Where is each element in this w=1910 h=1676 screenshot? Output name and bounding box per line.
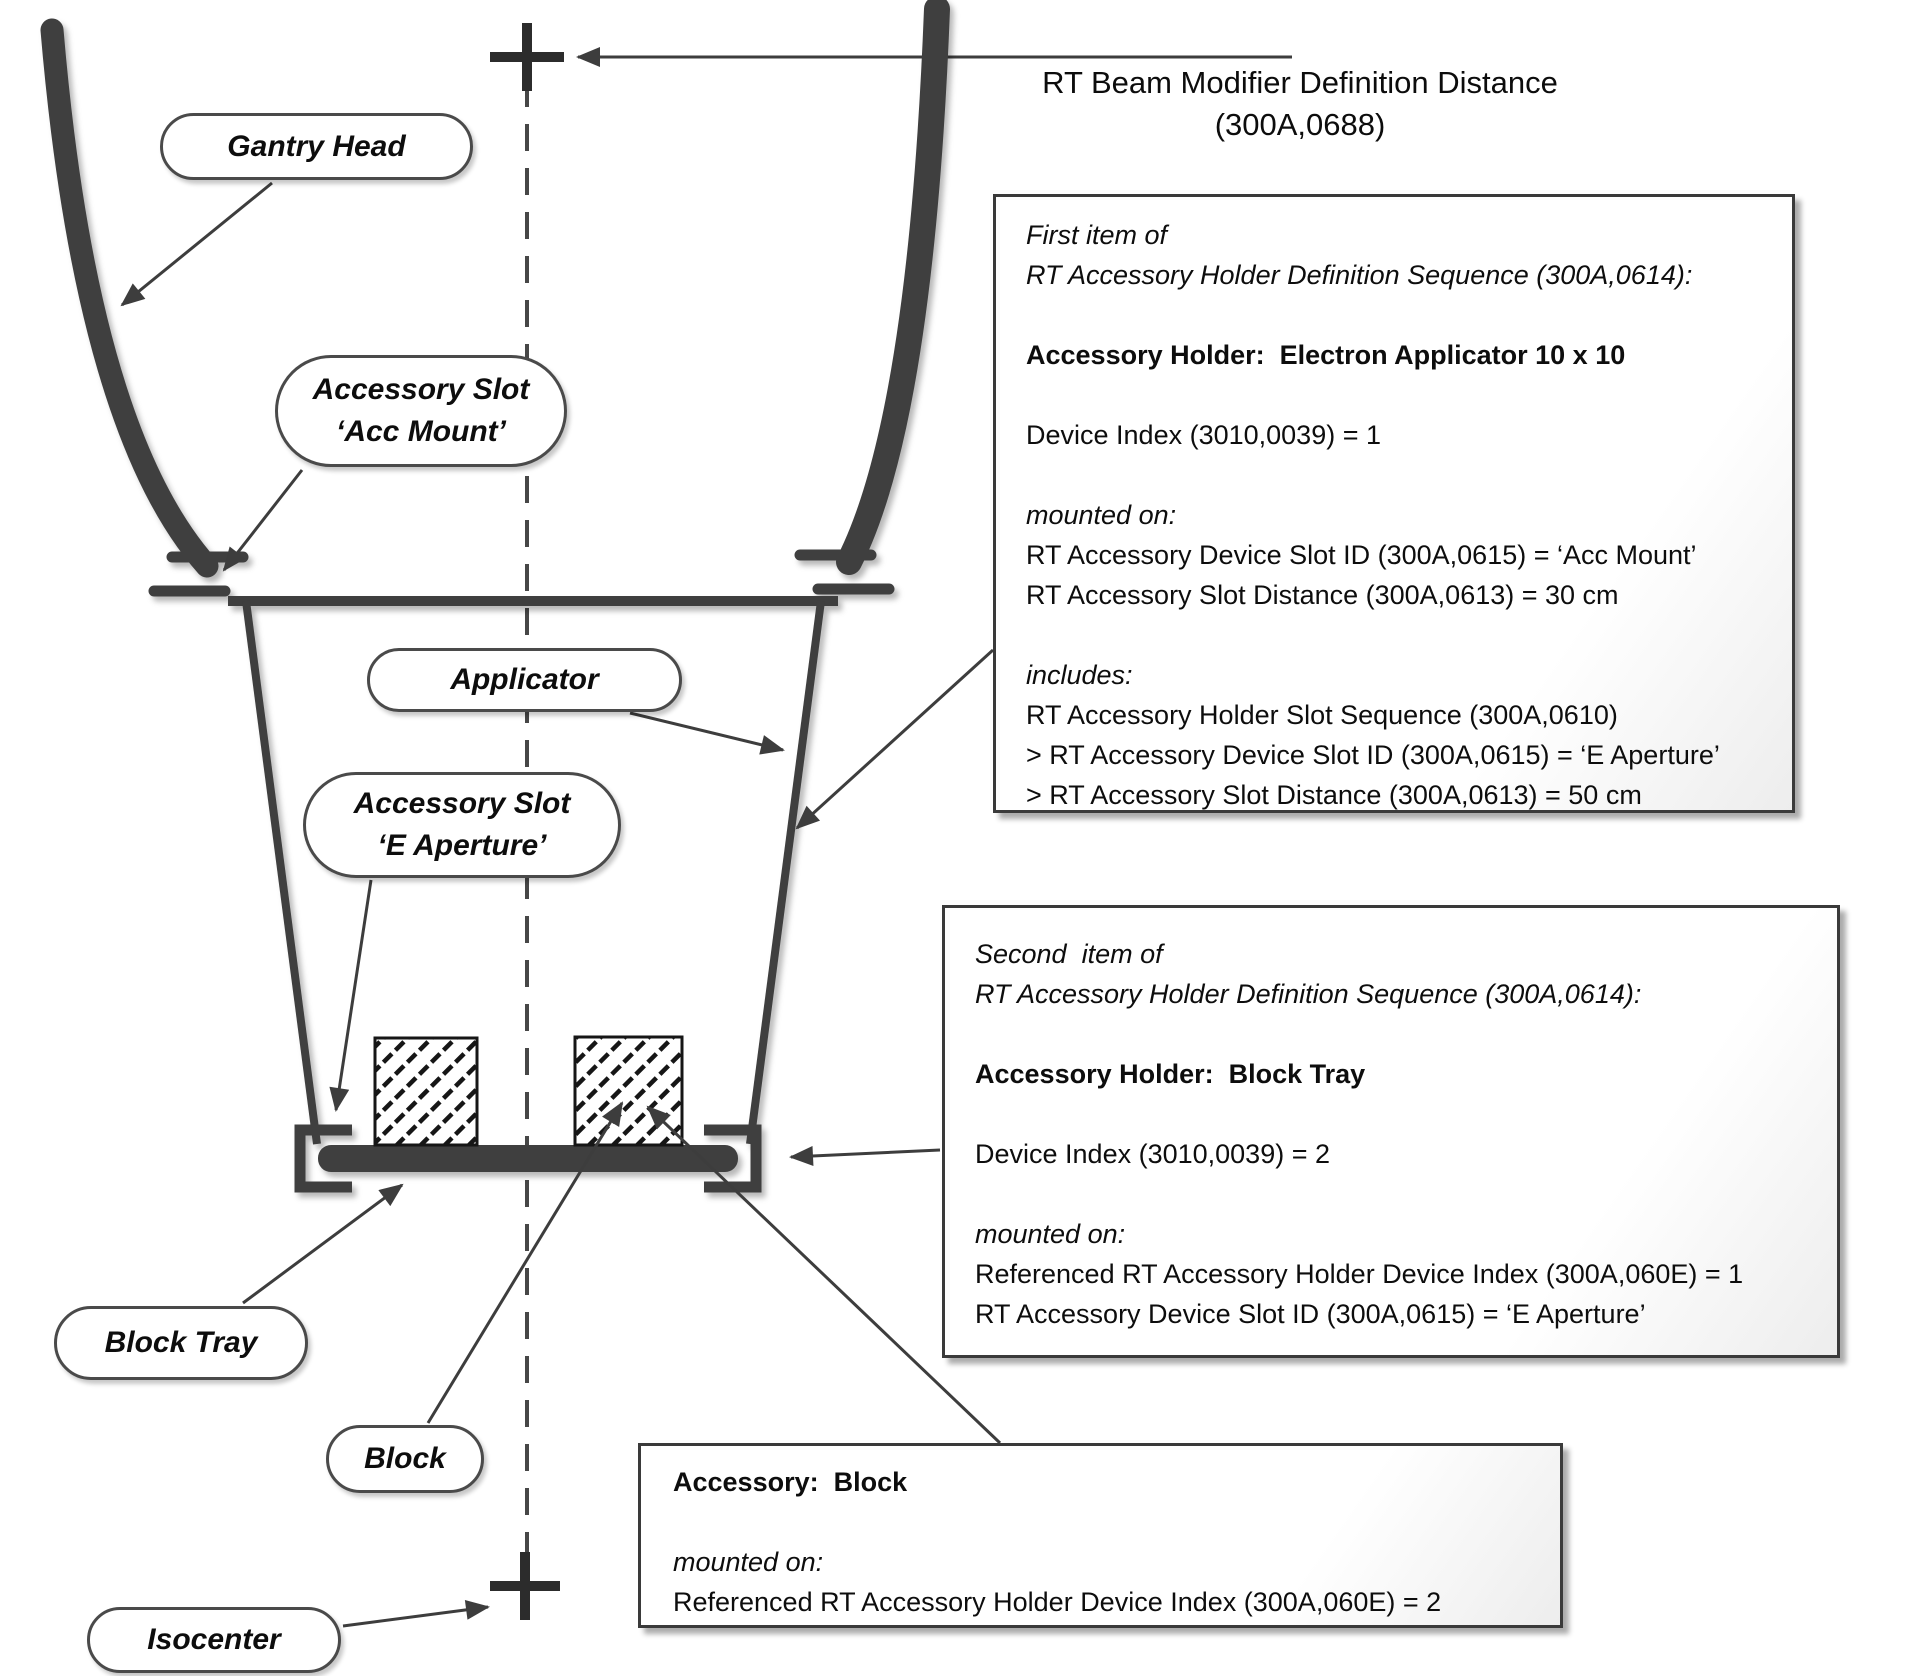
label-isocenter-text: Isocenter	[147, 1623, 281, 1656]
block-tray-bar	[318, 1145, 738, 1172]
box1-spacer-1	[1026, 295, 1792, 335]
box3-line-mounted-on: mounted on:	[673, 1547, 824, 1577]
label-block-tray-text: Block Tray	[104, 1326, 258, 1359]
box2-line-device-index: Device Index (3010,0039) = 2	[975, 1139, 1330, 1169]
box1-line-holder-slot-seq: RT Accessory Holder Slot Sequence (300A,0610)	[1026, 700, 1618, 730]
box1-line-sub-slot-id: > RT Accessory Device Slot ID (300A,0615) = ‘E Aperture’	[1026, 740, 1720, 770]
gantry-right-arc	[849, 9, 937, 562]
beam-definition-point-cross	[490, 23, 564, 91]
info-box-first-item	[993, 194, 1795, 813]
box1-line-sequence: RT Accessory Holder Definition Sequence (300A,0614):	[1026, 260, 1693, 290]
info-box-second-item	[942, 905, 1840, 1358]
block-left-hatched	[375, 1038, 477, 1145]
label-e-aperture-line2: ‘E Aperture’	[377, 829, 547, 862]
box2-line-referenced-index: Referenced RT Accessory Holder Device Index (300A,060E) = 1	[975, 1259, 1744, 1289]
box2-to-tray-arrow	[791, 1150, 940, 1157]
box2-spacer-1	[975, 1014, 1837, 1054]
box3-line-accessory-block: Accessory: Block	[673, 1467, 908, 1497]
label-block-tray	[54, 1306, 308, 1380]
box1-line-sub-slot-distance: > RT Accessory Slot Distance (300A,0613) = 50 cm	[1026, 780, 1642, 810]
distance-title-line1: RT Beam Modifier Definition Distance	[1042, 65, 1558, 100]
label-e-aperture-line1: Accessory Slot	[353, 787, 571, 820]
isocenter-cross	[490, 1552, 560, 1620]
box1-to-applicator-arrow	[797, 650, 993, 828]
acc-mount-arrow	[224, 470, 302, 570]
box1-spacer-2	[1026, 375, 1792, 415]
box1-line-first-item-of: First item of	[1026, 220, 1168, 250]
box2-line-second-item-of: Second item of	[975, 939, 1163, 969]
label-accessory-slot-e-aperture	[303, 772, 621, 878]
box1-spacer-4	[1026, 615, 1792, 655]
box2-spacer-3	[975, 1174, 1837, 1214]
label-gantry-head-text: Gantry Head	[227, 129, 406, 163]
box1-line-slot-id: RT Accessory Device Slot ID (300A,0615) = ‘Acc Mount’	[1026, 540, 1697, 570]
label-block-text: Block	[364, 1442, 446, 1475]
gantry-head-arrow	[122, 183, 272, 305]
label-applicator-text: Applicator	[450, 663, 599, 696]
applicator-arrow	[630, 713, 783, 750]
box3-spacer-1	[673, 1502, 1560, 1542]
box2-line-accessory-holder: Accessory Holder: Block Tray	[975, 1059, 1366, 1089]
label-applicator	[367, 648, 682, 712]
distance-title	[1005, 62, 1595, 146]
box2-line-slot-id: RT Accessory Device Slot ID (300A,0615) = ‘E Aperture’	[975, 1299, 1646, 1329]
box1-line-includes: includes:	[1026, 660, 1133, 690]
label-block	[326, 1425, 484, 1493]
distance-title-line2: (300A,0688)	[1214, 107, 1386, 142]
label-accessory-slot-acc-mount	[275, 355, 567, 467]
label-gantry-head	[160, 113, 473, 180]
label-acc-mount-line2: ‘Acc Mount’	[336, 415, 506, 448]
label-acc-mount-line1: Accessory Slot	[312, 373, 530, 406]
box1-line-accessory-holder: Accessory Holder: Electron Applicator 10 x 10	[1026, 340, 1626, 370]
info-box-accessory-block	[638, 1443, 1563, 1628]
box3-line-referenced-index: Referenced RT Accessory Holder Device Index (300A,060E) = 2	[673, 1587, 1442, 1617]
box2-line-sequence: RT Accessory Holder Definition Sequence (300A,0614):	[975, 979, 1642, 1009]
box1-line-mounted-on: mounted on:	[1026, 500, 1177, 530]
label-isocenter	[87, 1607, 341, 1673]
box1-line-device-index: Device Index (3010,0039) = 1	[1026, 420, 1381, 450]
box2-line-mounted-on: mounted on:	[975, 1219, 1126, 1249]
e-aperture-arrow	[336, 880, 371, 1110]
isocenter-arrow	[343, 1607, 488, 1626]
box2-spacer-2	[975, 1094, 1837, 1134]
block-right-hatched	[575, 1037, 682, 1145]
machine-outline	[52, 9, 937, 1187]
box1-spacer-3	[1026, 455, 1792, 495]
box1-line-slot-distance: RT Accessory Slot Distance (300A,0613) = 30 cm	[1026, 580, 1619, 610]
block-tray-arrow	[243, 1185, 402, 1303]
